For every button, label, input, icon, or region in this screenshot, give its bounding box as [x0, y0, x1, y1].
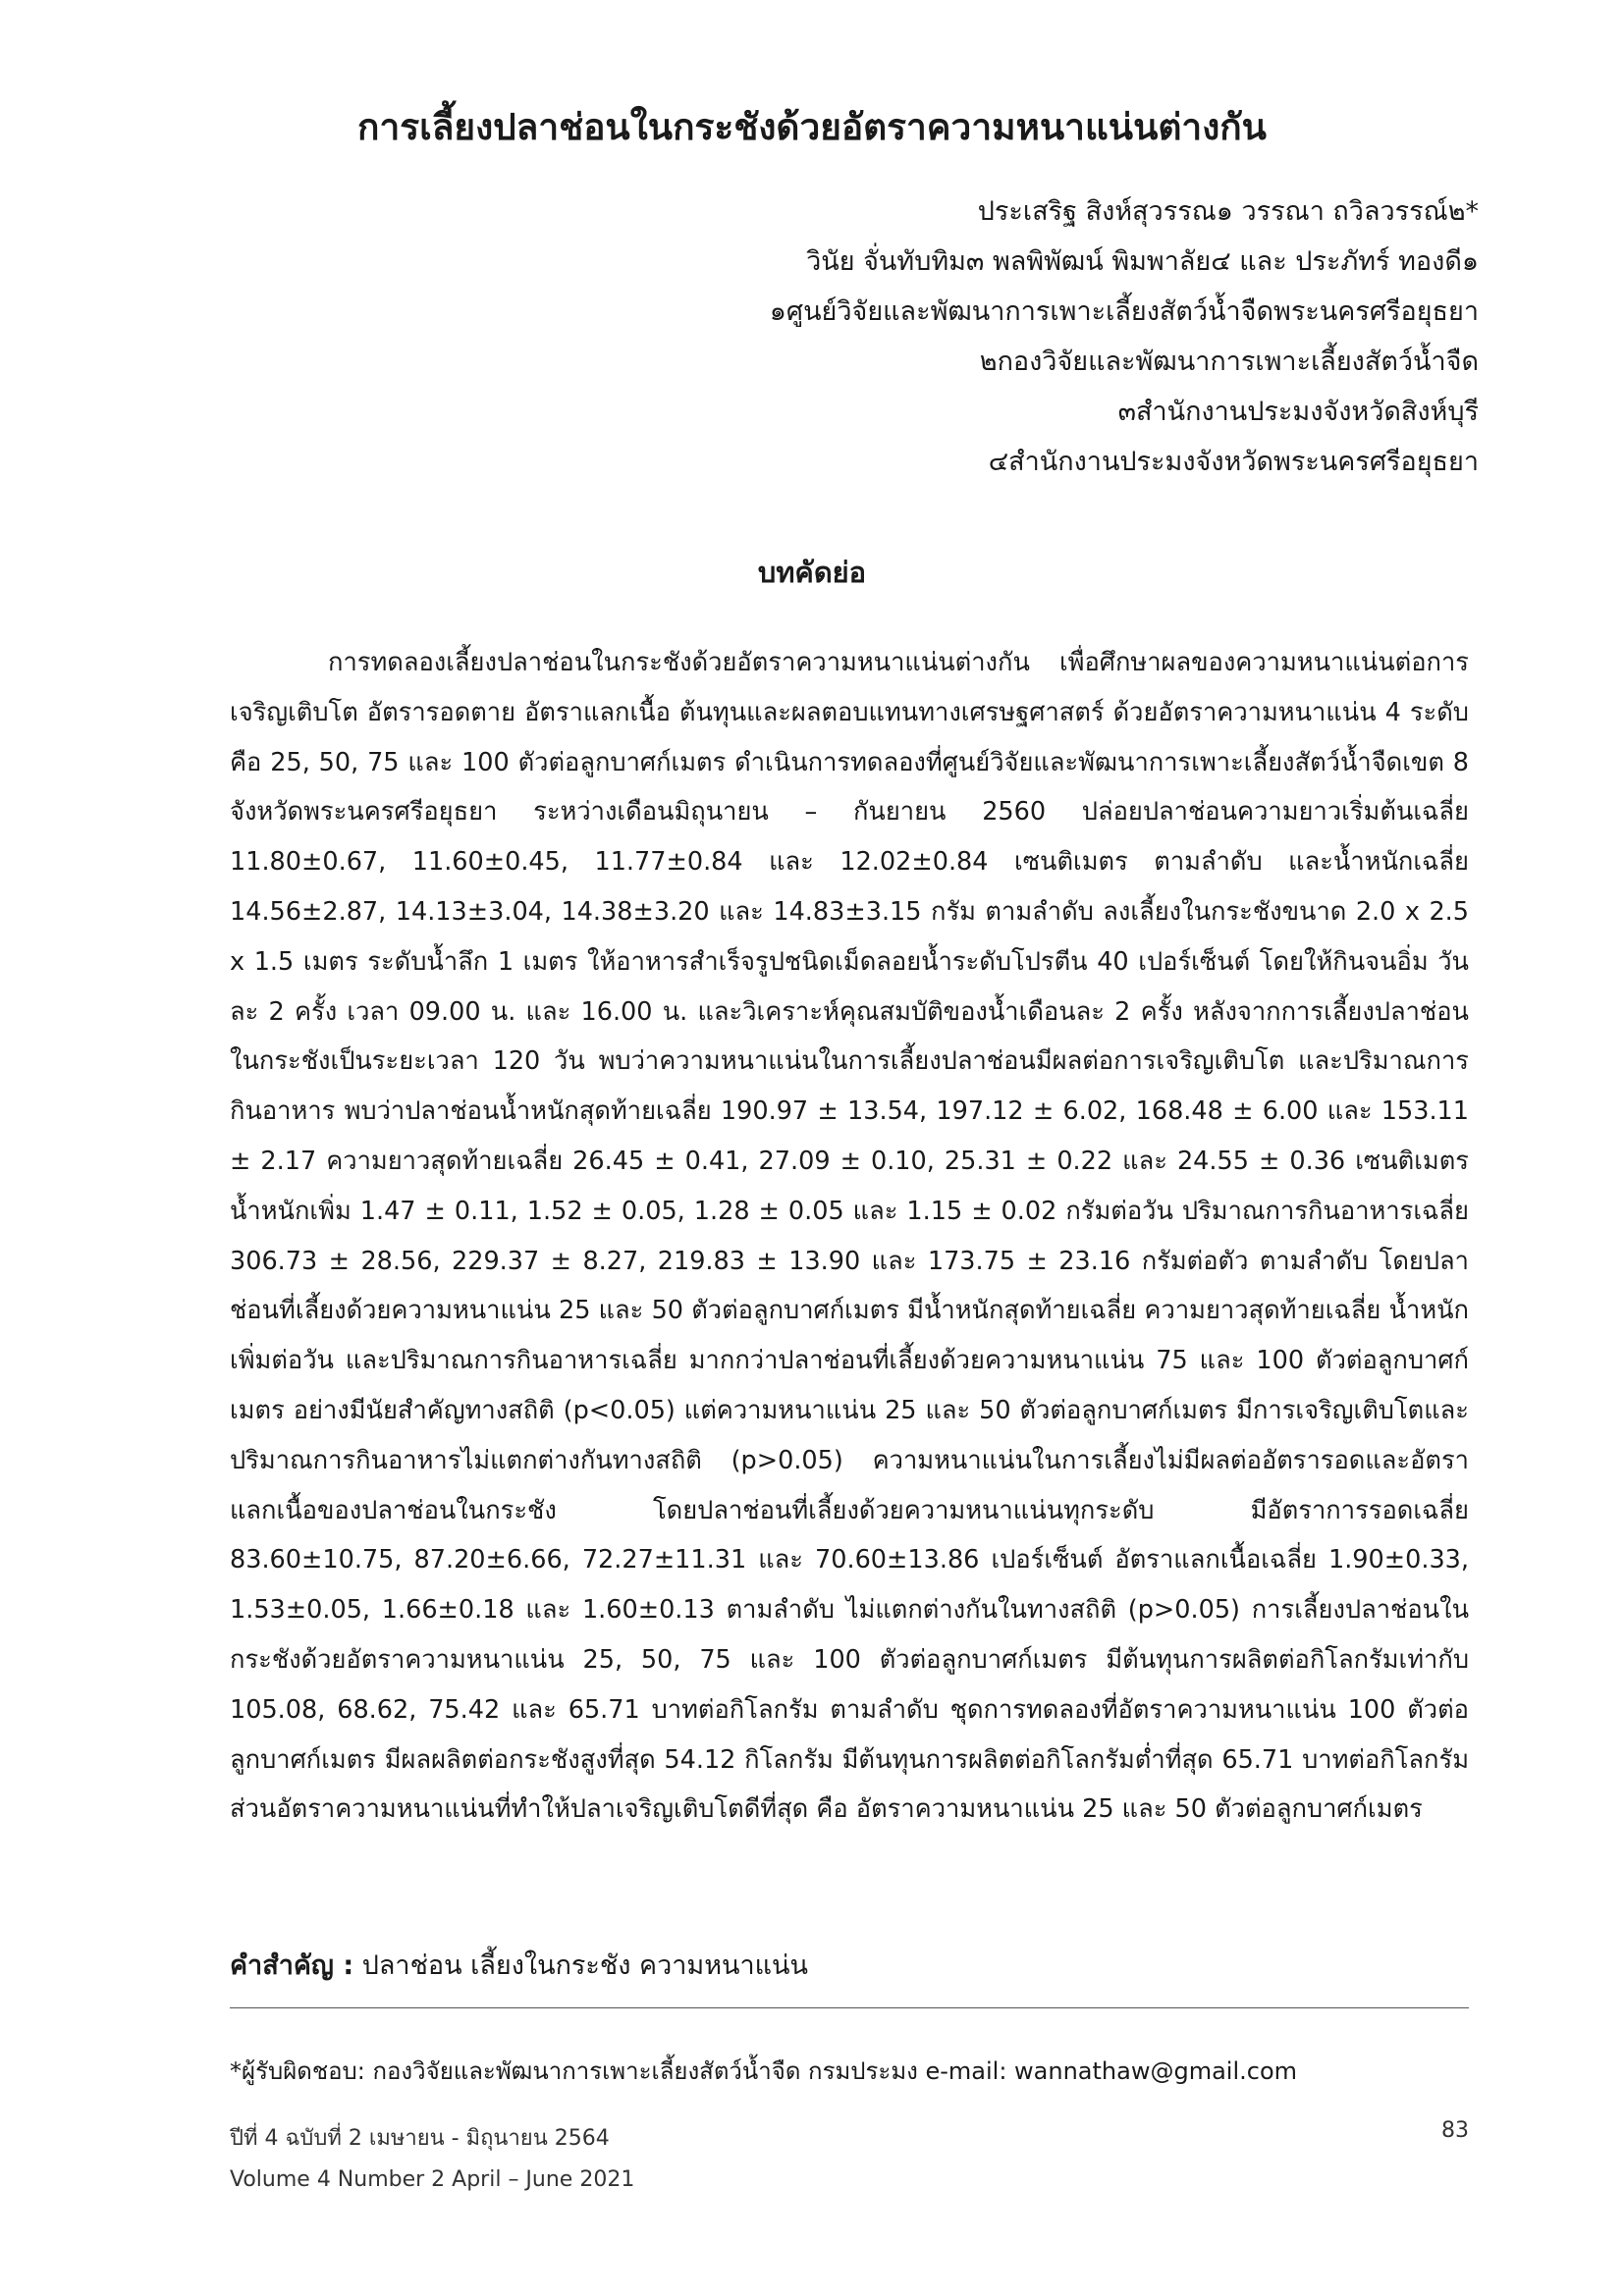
journal-footer: [230, 2118, 634, 2201]
footnote-divider: [230, 2007, 1469, 2008]
abstract-text: การทดลองเลี้ยงปลาช่อนในกระชังด้วยอัตราความหนาแน่นต่างกัน เพื่อศึกษาผลของความหนาแน่นต่อการเจริญเติบโต อัตรารอดตาย อัตราแลกเนื้อ ต้นทุนและผลตอบแทนทางเศรษฐศาสตร์ ด้วยอัตราความหนาแน่น 4 ระดับ คือ 25, 50, 75 และ 100 ตัวต่อลูกบาศก์เมตร ดำเนินการทดลองที่ศูนย์วิจัยและพัฒนาการเพาะเลี้ยงสัตว์น้ำจืดเขต 8 จังหวัดพระนครศรีอยุธยา ระหว่างเดือนมิถุนายน – กันยายน 2560 ปล่อยปลาช่อนความยาวเริ่มต้นเฉลี่ย 11.80±0.67, 11.60±0.45, 11.77±0.84 และ 12.02±0.84 เซนติเมตร ตามลำดับ และน้ำหนักเฉลี่ย 14.56±2.87, 14.13±3.04, 14.38±3.20 และ 14.83±3.15 กรัม ตามลำดับ ลงเลี้ยงในกระชังขนาด 2.0 x 2.5 x 1.5 เมตร ระดับน้ำลึก 1 เมตร ให้อาหารสำเร็จรูปชนิดเม็ดลอยน้ำระดับโปรตีน 40 เปอร์เซ็นต์ โดยให้กินจนอิ่ม วันละ 2 ครั้ง เวลา 09.00 น. และ 16.00 น. และวิเคราะห์คุณสมบัติของน้ำเดือนละ 2 ครั้ง หลังจากการเลี้ยงปลาช่อนในกระชังเป็นระยะเวลา 120 วัน พบว่าความหนาแน่นในการเลี้ยงปลาช่อนมีผลต่อการเจริญเติบโต และปริมาณการกินอาหาร พบว่าปลาช่อนน้ำหนักสุดท้ายเฉลี่ย 190.97 ± 13.54, 197.12 ± 6.02, 168.48 ± 6.00 และ 153.11 ± 2.17 ความยาวสุดท้ายเฉลี่ย 26.45 ± 0.41, 27.09 ± 0.10, 25.31 ± 0.22 และ 24.55 ± 0.36 เซนติเมตร น้ำหนักเพิ่ม 1.47 ± 0.11, 1.52 ± 0.05, 1.28 ± 0.05 และ 1.15 ± 0.02 กรัมต่อวัน ปริมาณการกินอาหารเฉลี่ย 306.73 ± 28.56, 229.37 ± 8.27, 219.83 ± 13.90 และ 173.75 ± 23.16 กรัมต่อตัว ตามลำดับ โดยปลาช่อนที่เลี้ยงด้วยความหนาแน่น 25 และ 50 ตัวต่อลูกบาศก์เมตร มีน้ำหนักสุดท้ายเฉลี่ย ความยาวสุดท้ายเฉลี่ย น้ำหนักเพิ่มต่อวัน และปริมาณการกินอาหารเฉลี่ย มากกว่าปลาช่อนที่เลี้ยงด้วยความหนาแน่น 75 และ 100 ตัวต่อลูกบาศก์เมตร อย่างมีนัยสำคัญทางสถิติ (p<0.05) แต่ความหนาแน่น 25 และ 50 ตัวต่อลูกบาศก์เมตร มีการเจริญเติบโตและปริมาณการกินอาหารไม่แตกต่างกันทางสถิติ (p>0.05) ความหนาแน่นในการเลี้ยงไม่มีผลต่ออัตรารอดและอัตราแลกเนื้อของปลาช่อนในกระชัง โดยปลาช่อนที่เลี้ยงด้วยความหนาแน่นทุกระดับ มีอัตราการรอดเฉลี่ย 83.60±10.75, 87.20±6.66, 72.27±11.31 และ 70.60±13.86 เปอร์เซ็นต์ อัตราแลกเนื้อเฉลี่ย 1.90±0.33, 1.53±0.05, 1.66±0.18 และ 1.60±0.13 ตามลำดับ ไม่แตกต่างกันในทางสถิติ (p>0.05) การเลี้ยงปลาช่อนในกระชังด้วยอัตราความหนาแน่น 25, 50, 75 และ 100 ตัวต่อลูกบาศก์เมตร มีต้นทุนการผลิตต่อกิโลกรัมเท่ากับ 105.08, 68.62, 75.42 และ 65.71 บาทต่อกิโลกรัม ตามลำดับ ชุดการทดลองที่อัตราความหนาแน่น 100 ตัวต่อลูกบาศก์เมตร มีผลผลิตต่อกระชังสูงที่สุด 54.12 กิโลกรัม มีต้นทุนการผลิตต่อกิโลกรัมต่ำที่สุด 65.71 บาทต่อกิโลกรัม ส่วนอัตราความหนาแน่นที่ทำให้ปลาเจริญเติบโตดีที่สุด คือ อัตราความหนาแน่น 25 และ 50 ตัวต่อลูกบาศก์เมตร: [230, 648, 1469, 1825]
page-number: 83: [1441, 2118, 1469, 2143]
keywords: [230, 1944, 808, 1986]
author-line-2: วินัย จั่นทับทิม๓ พลพิพัฒน์ พิมพาลัย๔ และ ประภัทร์ ทองดี๑: [806, 246, 1479, 277]
author-block: [399, 187, 1479, 487]
keywords-text: ปลาช่อน เลี้ยงในกระชัง ความหนาแน่น: [353, 1950, 808, 1981]
paper-title: การเลี้ยงปลาช่อนในกระชังด้วยอัตราความหนาแน่นต่างกัน: [357, 106, 1267, 148]
affiliation-4: ๔สำนักงานประมงจังหวัดพระนครศรีอยุธยา: [988, 447, 1479, 477]
affiliation-1: ๑ศูนย์วิจัยและพัฒนาการเพาะเลี้ยงสัตว์น้ำจืดพระนครศรีอยุธยา: [769, 296, 1479, 327]
corresponding-author-note: *ผู้รับผิดชอบ: กองวิจัยและพัฒนาการเพาะเลี้ยงสัตว์น้ำจืด กรมประมง e-mail: wannathaw@gmail.com: [230, 2057, 1298, 2085]
affiliation-2: ๒กองวิจัยและพัฒนาการเพาะเลี้ยงสัตว์น้ำจืด: [979, 347, 1479, 377]
keywords-label: คำสำคัญ :: [230, 1950, 354, 1981]
author-line-1: ประเสริฐ สิงห์สุวรรณ๑ วรรณา ถวิลวรรณ์๒*: [977, 196, 1479, 227]
issue-thai: ปีที่ 4 ฉบับที่ 2 เมษายน - มิถุนายน 2564: [230, 2126, 610, 2151]
affiliation-3: ๓สำนักงานประมงจังหวัดสิงห์บุรี: [1117, 397, 1479, 427]
issue-english: Volume 4 Number 2 April – June 2021: [230, 2167, 635, 2192]
abstract-body: [230, 638, 1469, 1835]
abstract-heading: บทคัดย่อ: [757, 556, 867, 589]
